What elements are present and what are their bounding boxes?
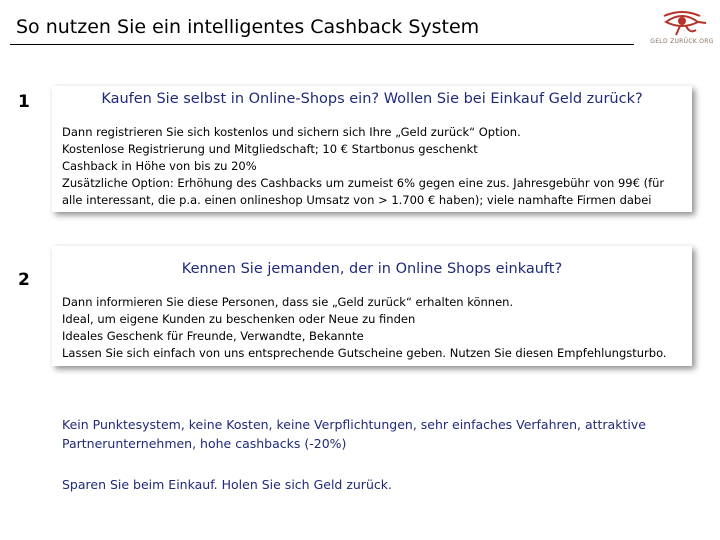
step-2-line: Dann informieren Sie diese Personen, dass sie „Geld zurück“ erhalten können. xyxy=(62,295,514,309)
brand-logo xyxy=(650,10,714,50)
step-1-line: Zusätzliche Option: Erhöhung des Cashbacks um zumeist 6% gegen eine zus. Jahresgebühr von 99€ (für alle interessant, die p.a. einen onlineshop Umsatz von > 1.700 € haben); viele namhafte Firmen dabei xyxy=(62,176,665,207)
step-heading-1: Kaufen Sie selbst in Online-Shops ein? Wollen Sie bei Einkauf Geld zurück? xyxy=(101,91,643,107)
logo-text: GELD ZURÜCK.ORG xyxy=(650,38,714,45)
step-details-2 xyxy=(52,294,684,362)
title-divider xyxy=(10,44,634,45)
step-card-2 xyxy=(52,246,692,366)
summary-benefits: Kein Punktesystem, keine Kosten, keine Verpflichtungen, sehr einfaches Verfahren, attraktive Partnerunternehmen, hohe cashbacks (-20%) xyxy=(62,417,646,451)
step-number-1: 1 xyxy=(18,92,30,112)
step-2-line: Ideales Geschenk für Freunde, Verwandte, Bekannte xyxy=(62,329,364,343)
step-card-1 xyxy=(52,86,692,212)
summary-call-to-action: Sparen Sie beim Einkauf. Holen Sie sich Geld zurück. xyxy=(62,477,392,492)
step-2-line: Ideal, um eigene Kunden zu beschenken oder Neue zu finden xyxy=(62,312,416,326)
summary-block xyxy=(62,415,702,516)
step-1-line: Kostenlose Registrierung und Mitgliedschaft; 10 € Startbonus geschenkt xyxy=(62,142,478,156)
step-2-line: Lassen Sie sich einfach von uns entsprechende Gutscheine geben. Nutzen Sie diesen Empfehlungsturbo. xyxy=(62,346,667,360)
page-title: So nutzen Sie ein intelligentes Cashback System xyxy=(16,16,480,38)
step-number-2: 2 xyxy=(18,270,30,290)
step-details-1 xyxy=(52,124,684,209)
step-1-line: Dann registrieren Sie sich kostenlos und sichern sich Ihre „Geld zurück“ Option. xyxy=(62,125,521,139)
step-1-line: Cashback in Höhe von bis zu 20% xyxy=(62,159,257,173)
step-heading-2: Kennen Sie jemanden, der in Online Shops einkauft? xyxy=(181,261,563,277)
eye-of-horus-icon xyxy=(650,10,714,38)
